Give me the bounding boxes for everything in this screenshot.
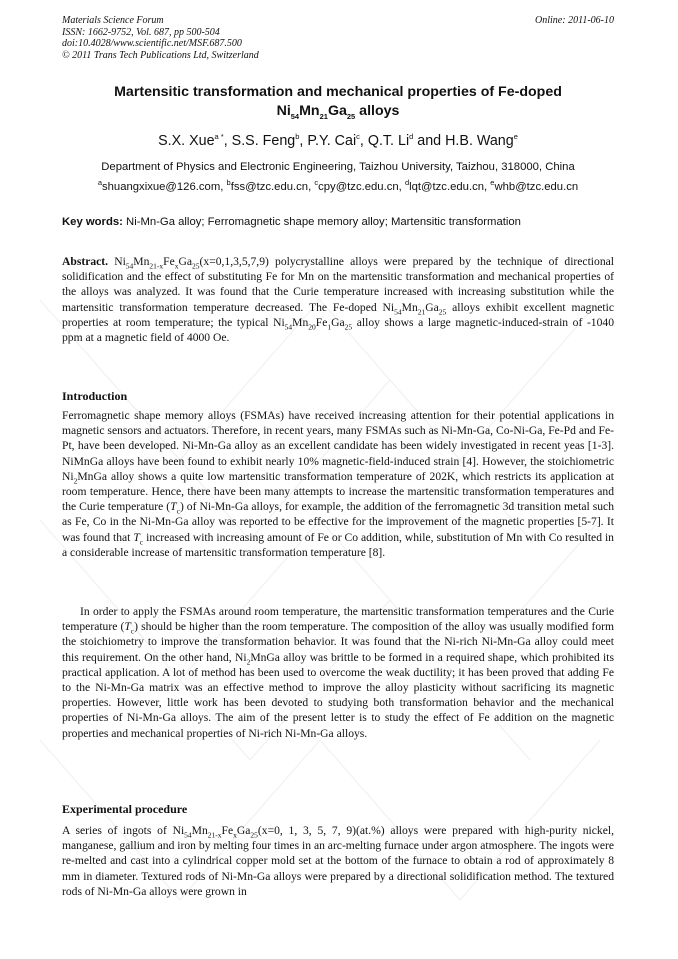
abstract-sub: 54 xyxy=(125,261,134,271)
email-mark: b xyxy=(226,178,231,188)
introduction-paragraph-1 xyxy=(62,408,614,560)
journal-name: Materials Science Forum xyxy=(62,15,164,26)
intro-sub: 2 xyxy=(73,476,78,486)
exp-text: Ga xyxy=(236,824,251,837)
email: cpy@tzc.edu.cn, xyxy=(318,181,405,193)
exp-sub: 54 xyxy=(184,830,192,840)
abstract-sub: 25 xyxy=(192,261,200,271)
intro-text: Ferromagnetic shape memory alloys (FSMAs) have received increasing attention for their potential applications in magnetic sensors and actuators. Therefore, in recent years, many FSMAs such as Ni-Mn-Ga, Co-Ni-Ga, Fe-Pd and Fe-Pt, have been developed. Ni-Mn-Ga alloy as an excellent candidate has been widely investigated in recent yeas [1-3]. NiMnGa alloys have been found to exhibit nearly 10% magnetic-field-induced strain [4]. However, the stoichiometric Ni xyxy=(62,409,614,483)
abstract-text: alloy shows a large magnetic-induced-strain of -1040 ppm at a magnetic field of 4000 Oe. xyxy=(62,315,614,345)
keywords-label: Key words: xyxy=(62,216,123,228)
abstract-sub: 25 xyxy=(438,306,447,316)
experimental-paragraph xyxy=(62,823,614,899)
email: fss@tzc.edu.cn, xyxy=(230,181,315,193)
email: whb@tzc.edu.cn xyxy=(494,181,579,193)
title-frag: Mn xyxy=(299,103,320,119)
exp-sub: 25 xyxy=(250,830,258,840)
email-mark: c xyxy=(314,178,319,188)
exp-text: Fe xyxy=(221,824,234,837)
title-frag: alloys xyxy=(355,103,400,119)
intro-italic: T xyxy=(170,500,177,514)
abstract-text: Mn xyxy=(401,300,418,314)
affiliation: Department of Physics and Electronic Engineering, Taizhou University, Taizhou, 318000, China xyxy=(101,161,575,173)
email-mark: a xyxy=(97,178,102,188)
issn-line: ISSN: 1662-9752, Vol. 687, pp 500-504 xyxy=(62,26,220,38)
author-mark: c xyxy=(356,132,360,142)
abstract-sub: 54 xyxy=(394,306,402,316)
abstract-sub: 1 xyxy=(327,322,332,332)
doi-line: doi:10.4028/www.scientific.net/MSF.687.500 xyxy=(62,38,242,49)
author: , Q.T. Li xyxy=(359,133,410,149)
introduction-heading: Introduction xyxy=(62,389,128,403)
intro-text: ) should be higher than the room temperature. The composition of the alloy was usually modified form the stoichiometry to improve the transformation behavior. It was found that the Ni-rich Ni-Mn-Ga alloy could meet this requirement. On the other hand, Ni xyxy=(62,620,614,664)
intro-italic: T xyxy=(124,620,131,634)
title-sub: 54 xyxy=(290,111,300,121)
abstract-text: Ni xyxy=(108,255,126,268)
exp-sub: 21-x xyxy=(207,830,222,840)
abstract-label: Abstract. xyxy=(62,255,109,268)
abstract xyxy=(62,254,614,345)
experimental-heading: Experimental procedure xyxy=(62,802,188,816)
intro-sub: c xyxy=(130,626,135,636)
author-mark: e xyxy=(513,132,518,142)
abstract-text: (x=0,1,3,5,7,9) polycrystalline alloys were prepared by the technique of directional solidification and the effect of substituting Fe for Mn on the martensitic transformation and mechanical properties of the alloys was analyzed. It was found that the Curie temperature increased with increasing substitution while the martensitic transformation temperature decreased. The Fe-doped Ni xyxy=(62,255,614,314)
abstract-text: Fe xyxy=(163,255,175,268)
abstract-sub: 25 xyxy=(344,322,353,332)
author: , S.S. Feng xyxy=(223,133,296,149)
online-date: Online: 2011-06-10 xyxy=(535,15,614,26)
title-line-1: Martensitic transformation and mechanical properties of Fe-doped xyxy=(114,84,562,100)
author: and H.B. Wang xyxy=(413,133,514,149)
intro-sub: 2 xyxy=(246,656,251,666)
abstract-sub: 20 xyxy=(308,322,316,332)
author-list xyxy=(62,133,614,149)
abstract-text: Ga xyxy=(425,300,439,314)
title-sub: 25 xyxy=(346,111,356,121)
author: , P.Y. Cai xyxy=(299,133,357,149)
email-list xyxy=(62,178,614,193)
abstract-text: Mn xyxy=(133,255,150,268)
copyright-line: © 2011 Trans Tech Publications Ltd, Switzerland xyxy=(62,49,259,61)
author: S.X. Xue xyxy=(158,133,215,149)
abstract-text: Ga xyxy=(331,315,345,329)
author-mark: a * xyxy=(214,132,224,142)
intro-sub: c xyxy=(139,536,144,546)
exp-text: Mn xyxy=(191,824,208,837)
intro-text: ) of Ni-Mn-Ga alloys, for example, the addition of the ferromagnetic 3d transition metal such as Fe, Co in the Ni-Mn-Ga alloy was reported to be effective for the improvement of the magnetic properties [5-7]. It was found that xyxy=(62,500,614,544)
intro-text: increased with increasing amount of Fe or Co addition, while, substitution of Mn with Co resulted in a considerable increase of martensitic transformation temperature [8]. xyxy=(62,530,614,559)
abstract-text: Fe xyxy=(315,315,328,329)
abstract-sub: x xyxy=(174,261,179,271)
intro-text: In order to apply the FSMAs around room temperature, the martensitic transformation temperatures and the Curie temperature ( xyxy=(62,605,614,634)
exp-text: A series of ingots of Ni xyxy=(62,824,185,837)
journal-header xyxy=(62,15,259,61)
email-mark: e xyxy=(490,178,495,188)
abstract-sub: 21 xyxy=(417,306,426,316)
title-frag: Ga xyxy=(327,103,347,119)
author-mark: d xyxy=(409,132,414,142)
exp-text: (x=0, 1, 3, 5, 7, 9)(at.%) alloys were prepared with high-purity nickel, manganese, gallium and iron by melting four times in an arc-melting furnace under argon atmosphere. The ingots were re-melted and cast into a cylindrical copper mold set at the bottom of the furnace to obtain a rod of approximately 8 mm in diameter. Textured rods of Ni-Mn-Ga alloys were prepared by a directional solidification method. The textured rods of Ni-Mn-Ga alloys were grown in xyxy=(62,824,614,898)
abstract-text: Mn xyxy=(292,315,309,329)
title-sub: 21 xyxy=(319,111,328,121)
introduction-paragraph-2 xyxy=(62,604,614,741)
email-mark: d xyxy=(404,178,410,188)
intro-text: MnGa alloy shows a quite low martensitic transformation temperature of 202K, which restricts its application at room temperature. Hence, there have been many attempts to increase the martensitic transformation temperatures and the Curie temperature ( xyxy=(62,469,614,514)
intro-text: MnGa alloy was brittle to be formed in a required shape, which prohibited its practical application. A lot of method has been used to overcome the weak ductility; it has been proved that adding Fe to the Ni-Mn-Ga matrix was an effective method to improve the alloy plasticity without sacrificing its magnetic properties. However, little work has been devoted to studying both transformation behavior and the mechanical properties of Ni-Mn-Ga alloys. The aim of the present letter is to study the effect of Fe addition on the magnetic properties and mechanical properties of Ni-rich Ni-Mn-Ga alloys. xyxy=(62,650,615,740)
title-frag: Ni xyxy=(276,103,291,119)
abstract-text: Ga xyxy=(178,255,193,268)
exp-sub: x xyxy=(233,830,237,840)
keywords xyxy=(62,216,614,228)
intro-sub: c xyxy=(176,506,180,516)
intro-italic: T xyxy=(133,530,140,544)
title-line-2 xyxy=(62,102,614,121)
keywords-text: Ni-Mn-Ga alloy; Ferromagnetic shape memory alloy; Martensitic transformation xyxy=(122,216,521,228)
author-mark: b xyxy=(295,132,300,142)
abstract-text: alloys exhibit excellent magnetic properties at room temperature; the typical Ni xyxy=(62,300,614,329)
email: shuangxixue@126.com, xyxy=(102,181,227,193)
abstract-sub: 21-x xyxy=(149,261,164,271)
paper-title xyxy=(62,83,614,121)
email: lqt@tzc.edu.cn, xyxy=(409,181,491,193)
abstract-sub: 54 xyxy=(284,322,293,332)
